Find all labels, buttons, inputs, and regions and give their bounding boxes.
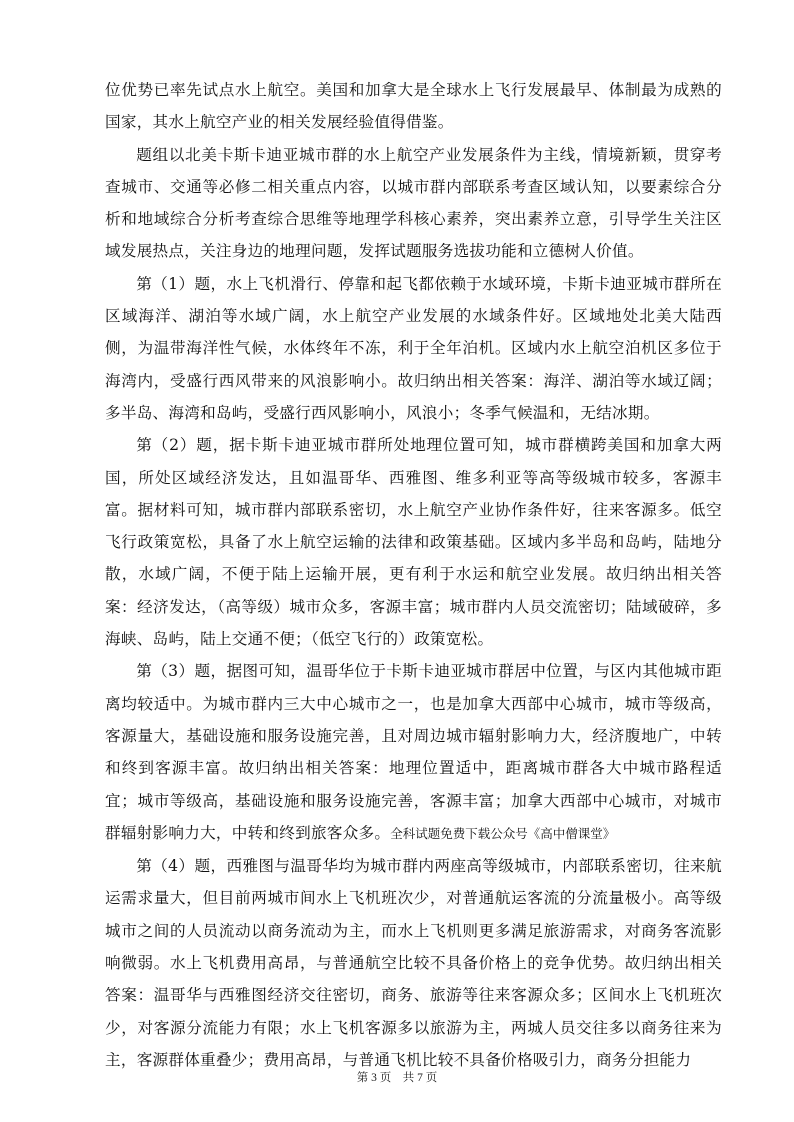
paragraph-question-3-text: 第（3）题，据图可知，温哥华位于卡斯卡迪亚城市群居中位置，与区内其他城市距离均较适中。为城市群内三大中心城市之一，也是加拿大西部中心城市，城市等级高，客源量大，基础设施和服务设施完善，且对周边城市辐射影响力大，经济腹地广，中转和终到客源丰富。故归纳出相关答案：地理位置适中，距离城市群各大中城市路程适宜；城市等级高，基础设施和服务设施完善，客源丰富；加拿大西部中心城市，对城市群辐射影响力大，中转和终到旅客众多。 (105, 662, 722, 842)
paragraph-question-2: 第（2）题，据卡斯卡迪亚城市群所处地理位置可知，城市群横跨美国和加拿大两国，所处区域经济发达，且如温哥华、西雅图、维多利亚等高等级城市较多，客源丰富。据材料可知，城市群内部联系密切，水上航空产业协作条件好，往来客源多。低空飞行政策宽松，具备了水上航空运输的法律和政策基础。区域内多半岛和岛屿，陆地分散，水域广阔，不便于陆上运输开展，更有利于水运和航空业发展。故归纳出相关答案：经济发达，（高等级）城市众多，客源丰富；城市群内人员交流密切；陆域破碎，多海峡、岛屿，陆上交通不便；（低空飞行的）政策宽松。 (105, 436, 722, 649)
document-body (105, 74, 722, 1076)
paragraph-summary: 题组以北美卡斯卡迪亚城市群的水上航空产业发展条件为主线，情境新颖，贯穿考查城市、交通等必修二相关重点内容，以城市群内部联系考查区域认知，以要素综合分析和地域综合分析考查综合思维等地理学科核心素养，突出素养立意，引导学生关注区域发展热点，关注身边的地理问题，发挥试题服务选拔功能和立德树人价值。 (105, 145, 722, 261)
paragraph-question-4: 第（4）题，西雅图与温哥华均为城市群内两座高等级城市，内部联系密切，往来航运需求量大，但目前两城市间水上飞机班次少，对普通航运客流的分流量极小。高等级城市之间的人员流动以商务流动为主，而水上飞机则更多满足旅游需求，对商务客流影响微弱。水上飞机费用高昂，与普通航空比较不具备价格上的竞争优势。故归纳出相关答案：温哥华与西雅图经济交往密切，商务、旅游等往来客源众多；区间水上飞机班次少，对客源分流能力有限；水上飞机客源多以旅游为主，两城人员交往多以商务往来为主，客源群体重叠少；费用高昂，与普通飞机比较不具备价格吸引力，商务分担能力 (105, 857, 722, 1069)
page-number: 第 3 页 共 7 页 (356, 1072, 438, 1084)
paragraph-intro-continued: 位优势已率先试点水上航空。美国和加拿大是全球水上飞行发展最早、体制最为成熟的国家，其水上航空产业的相关发展经验值得借鉴。 (105, 81, 722, 132)
paragraph-question-3 (105, 655, 722, 850)
paragraph-question-1: 第（1）题，水上飞机滑行、停靠和起飞都依赖于水域环境，卡斯卡迪亚城市群所在区域海洋、湖泊等水域广阔，水上航空产业发展的水域条件好。区域地处北美大陆西侧，为温带海洋性气候，水体终年不冻，利于全年泊机。区域内水上航空泊机区多位于海湾内，受盛行西风带来的风浪影响小。故归纳出相关答案：海洋、湖泊等水域辽阔；多半岛、海湾和岛屿，受盛行西风影响小，风浪小；冬季气候温和，无结冰期。 (105, 274, 722, 422)
promo-text: 全科试题免费下载公众号《高中僧课堂》 (390, 825, 616, 841)
